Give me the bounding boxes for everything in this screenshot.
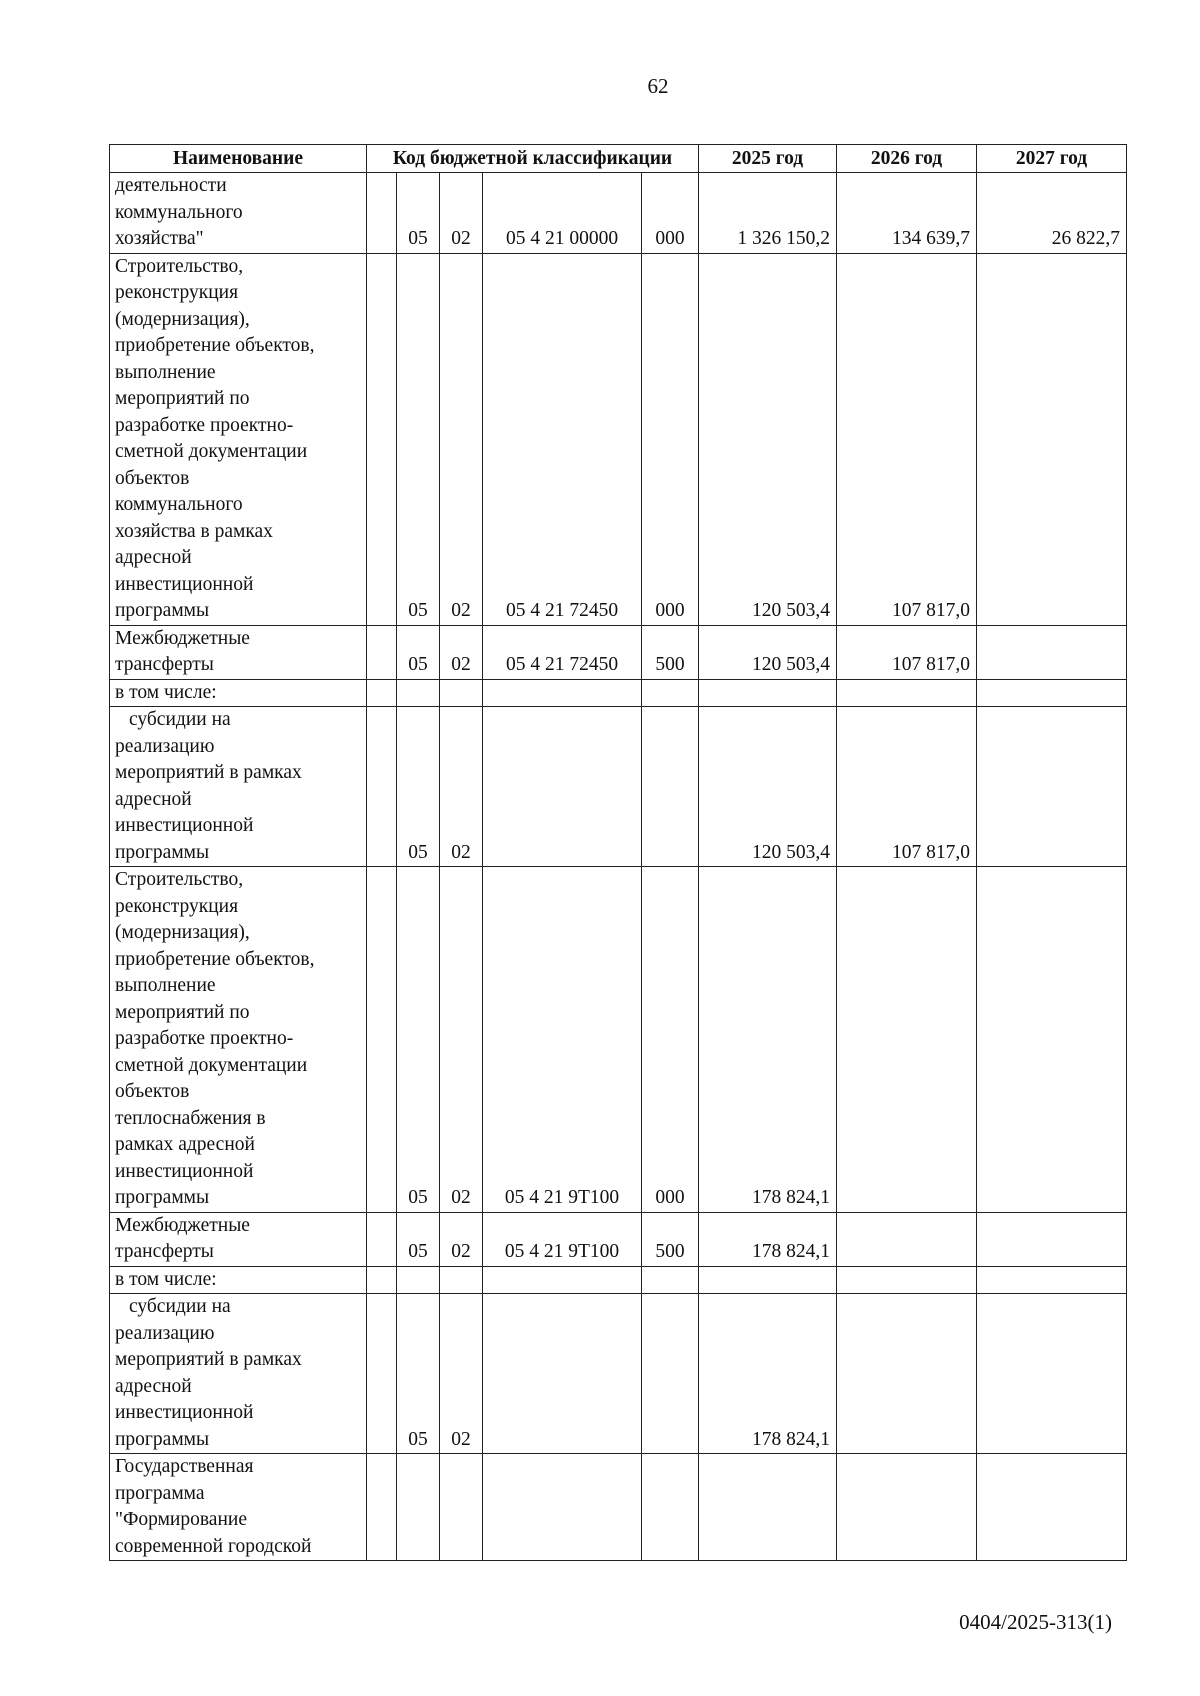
podrazdel-cell: 02 bbox=[440, 253, 483, 625]
razdel-cell: 05 bbox=[397, 253, 440, 625]
amount-2026-cell: 107 817,0 bbox=[837, 707, 977, 867]
amount-2025-cell: 120 503,4 bbox=[699, 707, 837, 867]
amount-2027-cell bbox=[977, 625, 1127, 679]
row-name-line: коммунального bbox=[115, 494, 243, 515]
row-name-line: (модернизация), bbox=[115, 922, 250, 943]
expense-type-cell bbox=[642, 679, 699, 707]
row-name-line: Государственная bbox=[115, 1456, 254, 1477]
expense-type-cell bbox=[642, 1454, 699, 1561]
row-name-line: (модернизация), bbox=[115, 308, 250, 330]
row-name bbox=[110, 1212, 367, 1266]
row-name-line: реализацию bbox=[115, 735, 215, 757]
header-name: Наименование bbox=[110, 145, 367, 173]
row-name-line: программы bbox=[115, 600, 210, 621]
podrazdel-cell: 02 bbox=[440, 1294, 483, 1454]
podrazdel-cell: 02 bbox=[440, 1212, 483, 1266]
row-name-line: выполнение bbox=[115, 975, 216, 996]
row-name-line: теплоснабжения в bbox=[115, 1107, 266, 1129]
code-spacer-cell bbox=[367, 707, 397, 867]
row-name-line: приобретение объектов, bbox=[115, 948, 315, 970]
razdel-cell: 05 bbox=[397, 867, 440, 1213]
amount-2026-cell bbox=[837, 1454, 977, 1561]
code-spacer-cell bbox=[367, 1266, 397, 1294]
target-article-cell: 05 4 21 9Т100 bbox=[483, 867, 642, 1213]
amount-2027-cell bbox=[977, 253, 1127, 625]
expense-type-cell: 000 bbox=[642, 173, 699, 254]
razdel-cell bbox=[397, 1266, 440, 1294]
target-article-cell: 05 4 21 72450 bbox=[483, 253, 642, 625]
amount-2025-cell: 178 824,1 bbox=[699, 1212, 837, 1266]
razdel-cell bbox=[397, 679, 440, 707]
table-row bbox=[110, 867, 1127, 1213]
row-name-line: мероприятий по bbox=[115, 388, 250, 409]
row-name-line: мероприятий в рамках bbox=[115, 1349, 302, 1370]
amount-2025-cell bbox=[699, 1454, 837, 1561]
row-name-line: реализацию bbox=[115, 1322, 215, 1344]
amount-2026-cell: 134 639,7 bbox=[837, 173, 977, 254]
expense-type-cell: 500 bbox=[642, 625, 699, 679]
row-name bbox=[110, 625, 367, 679]
target-article-cell bbox=[483, 679, 642, 707]
row-name-line: Межбюджетные bbox=[115, 1214, 250, 1236]
row-name-line: реконструкция bbox=[115, 282, 239, 303]
amount-2026-cell bbox=[837, 1294, 977, 1454]
row-name-line: Строительство, bbox=[115, 869, 244, 890]
code-spacer-cell bbox=[367, 1294, 397, 1454]
row-name bbox=[110, 1266, 367, 1294]
row-name-line: инвестиционной bbox=[115, 1160, 254, 1182]
amount-2026-cell bbox=[837, 1212, 977, 1266]
razdel-cell: 05 bbox=[397, 1294, 440, 1454]
expense-type-cell: 000 bbox=[642, 867, 699, 1213]
budget-table bbox=[109, 144, 1127, 1561]
razdel-cell bbox=[397, 1454, 440, 1561]
target-article-cell bbox=[483, 1294, 642, 1454]
expense-type-cell bbox=[642, 707, 699, 867]
amount-2026-cell: 107 817,0 bbox=[837, 625, 977, 679]
expense-type-cell: 500 bbox=[642, 1212, 699, 1266]
row-name bbox=[110, 1454, 367, 1561]
row-name-line: в том числе: bbox=[115, 681, 217, 703]
expense-type-cell: 000 bbox=[642, 253, 699, 625]
code-spacer-cell bbox=[367, 1212, 397, 1266]
row-name-line: инвестиционной bbox=[115, 1402, 254, 1423]
row-name-line: программы bbox=[115, 841, 210, 863]
razdel-cell: 05 bbox=[397, 625, 440, 679]
amount-2027-cell bbox=[977, 1294, 1127, 1454]
razdel-cell: 05 bbox=[397, 173, 440, 254]
row-name-line: программа bbox=[115, 1482, 205, 1504]
target-article-cell: 05 4 21 9Т100 bbox=[483, 1212, 642, 1266]
page-number: 62 bbox=[647, 74, 669, 98]
table-row bbox=[110, 173, 1127, 254]
row-name-line: в том числе: bbox=[115, 1268, 217, 1290]
target-article-cell: 05 4 21 00000 bbox=[483, 173, 642, 254]
amount-2026-cell bbox=[837, 1266, 977, 1294]
row-name-line: коммунального bbox=[115, 201, 243, 223]
row-name-line: современной городской bbox=[115, 1535, 312, 1557]
row-name-line: инвестиционной bbox=[115, 815, 254, 836]
code-spacer-cell bbox=[367, 679, 397, 707]
target-article-cell bbox=[483, 1266, 642, 1294]
amount-2027-cell bbox=[977, 1212, 1127, 1266]
amount-2025-cell: 1 326 150,2 bbox=[699, 173, 837, 254]
table-row bbox=[110, 1266, 1127, 1294]
row-name-line: трансферты bbox=[115, 1241, 214, 1262]
row-name-line: хозяйства" bbox=[115, 228, 204, 249]
podrazdel-cell bbox=[440, 1266, 483, 1294]
row-name-line: субсидии на bbox=[129, 1296, 231, 1317]
table-body bbox=[110, 173, 1127, 1561]
header-code: Код бюджетной классификации bbox=[367, 145, 699, 173]
code-spacer-cell bbox=[367, 1454, 397, 1561]
row-name-line: деятельности bbox=[115, 175, 227, 196]
row-name bbox=[110, 253, 367, 625]
table-header-row bbox=[110, 145, 1127, 173]
amount-2025-cell: 178 824,1 bbox=[699, 1294, 837, 1454]
row-name-line: разработке проектно- bbox=[115, 414, 294, 436]
header-2025: 2025 год bbox=[699, 145, 837, 173]
row-name-line: программы bbox=[115, 1428, 210, 1450]
row-name-line: приобретение объектов, bbox=[115, 335, 315, 356]
razdel-cell: 05 bbox=[397, 1212, 440, 1266]
row-name-line: сметной документации bbox=[115, 1054, 308, 1076]
amount-2027-cell bbox=[977, 679, 1127, 707]
row-name-line: мероприятий по bbox=[115, 1001, 250, 1023]
code-spacer-cell bbox=[367, 173, 397, 254]
row-name bbox=[110, 1294, 367, 1454]
podrazdel-cell: 02 bbox=[440, 173, 483, 254]
row-name-line: мероприятий в рамках bbox=[115, 762, 302, 783]
target-article-cell bbox=[483, 707, 642, 867]
podrazdel-cell: 02 bbox=[440, 867, 483, 1213]
row-name-line: объектов bbox=[115, 467, 190, 489]
amount-2027-cell bbox=[977, 1266, 1127, 1294]
row-name-line: реконструкция bbox=[115, 895, 239, 917]
amount-2027-cell bbox=[977, 707, 1127, 867]
row-name-line: Строительство, bbox=[115, 255, 244, 277]
amount-2026-cell: 107 817,0 bbox=[837, 253, 977, 625]
amount-2025-cell: 120 503,4 bbox=[699, 625, 837, 679]
table-row bbox=[110, 253, 1127, 625]
amount-2026-cell bbox=[837, 867, 977, 1213]
row-name bbox=[110, 679, 367, 707]
podrazdel-cell bbox=[440, 1454, 483, 1561]
table-row bbox=[110, 625, 1127, 679]
row-name-line: программы bbox=[115, 1187, 210, 1208]
table-row bbox=[110, 1212, 1127, 1266]
row-name bbox=[110, 173, 367, 254]
code-spacer-cell bbox=[367, 867, 397, 1213]
row-name-line: разработке проектно- bbox=[115, 1028, 294, 1049]
code-spacer-cell bbox=[367, 625, 397, 679]
amount-2025-cell: 120 503,4 bbox=[699, 253, 837, 625]
amount-2026-cell bbox=[837, 679, 977, 707]
row-name-line: адресной bbox=[115, 1375, 192, 1397]
table-row bbox=[110, 1454, 1127, 1561]
row-name-line: Межбюджетные bbox=[115, 627, 250, 649]
amount-2027-cell: 26 822,7 bbox=[977, 173, 1127, 254]
razdel-cell: 05 bbox=[397, 707, 440, 867]
row-name-line: трансферты bbox=[115, 654, 214, 675]
amount-2025-cell bbox=[699, 1266, 837, 1294]
row-name-line: объектов bbox=[115, 1081, 190, 1102]
header-2027: 2027 год bbox=[977, 145, 1127, 173]
amount-2025-cell bbox=[699, 679, 837, 707]
row-name-line: "Формирование bbox=[115, 1509, 247, 1530]
row-name bbox=[110, 867, 367, 1213]
row-name-line: рамках адресной bbox=[115, 1134, 255, 1155]
row-name-line: сметной документации bbox=[115, 441, 308, 462]
table-row bbox=[110, 679, 1127, 707]
row-name-line: выполнение bbox=[115, 361, 216, 383]
code-spacer-cell bbox=[367, 253, 397, 625]
target-article-cell bbox=[483, 1454, 642, 1561]
podrazdel-cell: 02 bbox=[440, 625, 483, 679]
row-name-line: инвестиционной bbox=[115, 573, 254, 595]
expense-type-cell bbox=[642, 1266, 699, 1294]
amount-2027-cell bbox=[977, 867, 1127, 1213]
target-article-cell: 05 4 21 72450 bbox=[483, 625, 642, 679]
row-name-line: адресной bbox=[115, 788, 192, 810]
expense-type-cell bbox=[642, 1294, 699, 1454]
amount-2025-cell: 178 824,1 bbox=[699, 867, 837, 1213]
table-row bbox=[110, 707, 1127, 867]
podrazdel-cell: 02 bbox=[440, 707, 483, 867]
podrazdel-cell bbox=[440, 679, 483, 707]
header-2026: 2026 год bbox=[837, 145, 977, 173]
row-name-line: адресной bbox=[115, 547, 192, 568]
table-row bbox=[110, 1294, 1127, 1454]
row-name-line: хозяйства в рамках bbox=[115, 520, 273, 542]
document-code: 0404/2025-313(1) bbox=[959, 1610, 1112, 1634]
row-name-line: субсидии на bbox=[129, 709, 231, 730]
row-name bbox=[110, 707, 367, 867]
amount-2027-cell bbox=[977, 1454, 1127, 1561]
